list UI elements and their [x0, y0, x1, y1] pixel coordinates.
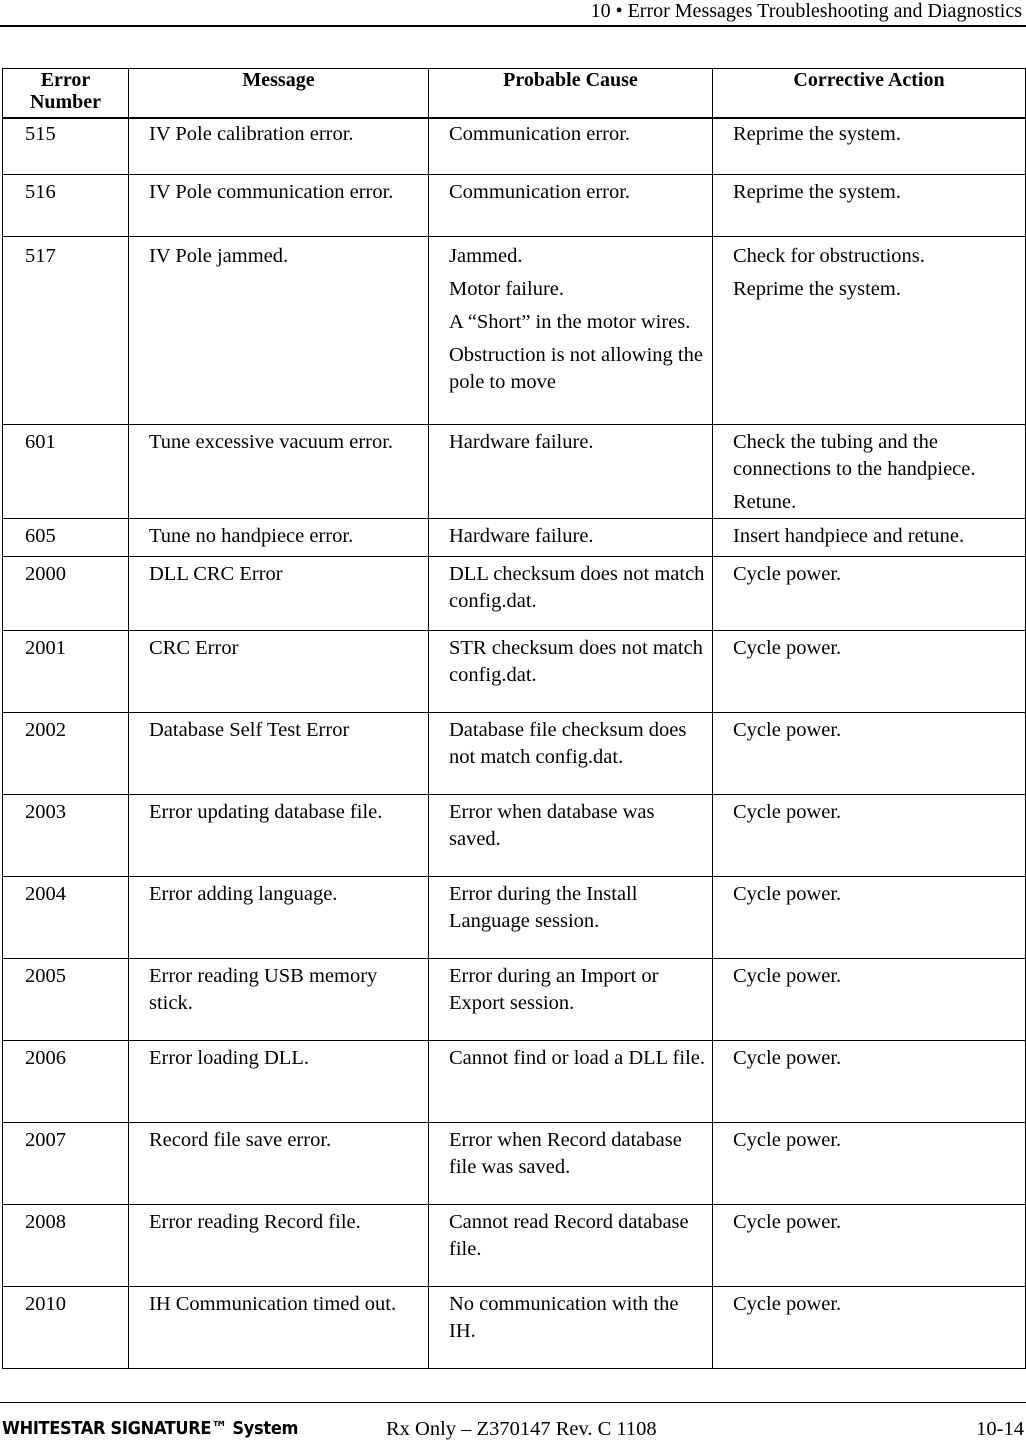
- table-header-row: [3, 69, 1026, 119]
- cell-error-number: 2003: [3, 794, 129, 876]
- cause-line: Hardware failure.: [449, 430, 594, 453]
- cell-message: IH Communication timed out.: [129, 1286, 429, 1368]
- cause-line: Obstruction is not allowing the pole to move: [449, 343, 703, 393]
- action-line: Cycle power.: [733, 1210, 842, 1233]
- cause-line: Cannot find or load a DLL file.: [449, 1046, 705, 1069]
- cause-line: Jammed.: [449, 244, 523, 267]
- table-row: [3, 236, 1026, 424]
- table-row: [3, 1122, 1026, 1204]
- action-line: Retune.: [733, 490, 797, 513]
- cause-line: A “Short” in the motor wires.: [449, 310, 691, 333]
- cell-message: Error updating database file.: [129, 794, 429, 876]
- cell-error-number: 516: [3, 174, 129, 236]
- cell-corrective-action: [713, 958, 1026, 1040]
- table-row: [3, 556, 1026, 630]
- cell-error-number: 601: [3, 424, 129, 518]
- footer-page-number: 10-14: [976, 1418, 1024, 1440]
- header-rule: [0, 25, 1026, 27]
- action-line: Cycle power.: [733, 882, 842, 905]
- table-row: [3, 1040, 1026, 1122]
- cell-corrective-action: [713, 118, 1026, 174]
- cell-corrective-action: [713, 518, 1026, 556]
- cell-error-number: 515: [3, 118, 129, 174]
- error-table: [2, 68, 1026, 1369]
- cause-line: Motor failure.: [449, 277, 564, 300]
- footer-rx: Rx Only – Z370147 Rev. C 1108: [386, 1418, 657, 1440]
- footer-rule: [0, 1402, 1026, 1403]
- cell-probable-cause: [429, 712, 713, 794]
- cell-probable-cause: [429, 876, 713, 958]
- cell-error-number: 2000: [3, 556, 129, 630]
- table-row: [3, 630, 1026, 712]
- table-row: [3, 1204, 1026, 1286]
- table-row: [3, 1286, 1026, 1368]
- cell-message: IV Pole calibration error.: [129, 118, 429, 174]
- cell-corrective-action: [713, 1122, 1026, 1204]
- cell-corrective-action: [713, 174, 1026, 236]
- cell-probable-cause: [429, 518, 713, 556]
- cause-line: Error when database was saved.: [449, 800, 655, 850]
- cell-probable-cause: [429, 174, 713, 236]
- action-line: Reprime the system.: [733, 180, 901, 203]
- cause-line: DLL checksum does not match config.dat.: [449, 562, 705, 612]
- cell-probable-cause: [429, 958, 713, 1040]
- cell-message: Error reading USB memory stick.: [129, 958, 429, 1040]
- action-line: Reprime the system.: [733, 123, 901, 145]
- cell-corrective-action: [713, 876, 1026, 958]
- cell-message: Database Self Test Error: [129, 712, 429, 794]
- table-row: [3, 174, 1026, 236]
- header-probable-cause: Probable Cause: [429, 69, 713, 119]
- table-row: [3, 794, 1026, 876]
- cell-message: Tune excessive vacuum error.: [129, 424, 429, 518]
- cell-probable-cause: [429, 1122, 713, 1204]
- header-message: Message: [129, 69, 429, 119]
- cell-error-number: 517: [3, 236, 129, 424]
- cause-line: Cannot read Record database file.: [449, 1210, 689, 1260]
- cell-corrective-action: [713, 1286, 1026, 1368]
- cause-line: Error during an Import or Export session.: [449, 964, 659, 1014]
- cell-error-number: 2001: [3, 630, 129, 712]
- action-line: Cycle power.: [733, 718, 842, 741]
- cause-line: Error when Record database file was saved.: [449, 1128, 682, 1178]
- cell-corrective-action: [713, 424, 1026, 518]
- cause-line: Database file checksum does not match config.dat.: [449, 718, 687, 768]
- cause-line: STR checksum does not match config.dat.: [449, 636, 703, 686]
- cell-message: Error adding language.: [129, 876, 429, 958]
- cause-line: Communication error.: [449, 180, 631, 203]
- cell-error-number: 2008: [3, 1204, 129, 1286]
- cell-corrective-action: [713, 1040, 1026, 1122]
- table-row: [3, 958, 1026, 1040]
- cell-message: Error reading Record file.: [129, 1204, 429, 1286]
- cell-message: IV Pole communication error.: [129, 174, 429, 236]
- cell-probable-cause: [429, 1204, 713, 1286]
- cell-corrective-action: [713, 1204, 1026, 1286]
- table-row: [3, 712, 1026, 794]
- action-line: Cycle power.: [733, 1046, 842, 1069]
- cell-corrective-action: [713, 712, 1026, 794]
- footer-product: WHITESTAR SIGNATURE™ System: [2, 1418, 299, 1439]
- action-line: Check the tubing and the connections to the handpiece.: [733, 430, 976, 480]
- table-row: [3, 518, 1026, 556]
- cell-error-number: 2007: [3, 1122, 129, 1204]
- header-corrective-action: Corrective Action: [713, 69, 1026, 119]
- action-line: Cycle power.: [733, 1128, 842, 1151]
- table-row: [3, 118, 1026, 174]
- cell-probable-cause: [429, 118, 713, 174]
- table-row: [3, 424, 1026, 518]
- action-line: Cycle power.: [733, 800, 842, 823]
- action-line: Reprime the system.: [733, 277, 901, 300]
- cause-line: Hardware failure.: [449, 524, 594, 547]
- cell-probable-cause: [429, 794, 713, 876]
- cell-message: Record file save error.: [129, 1122, 429, 1204]
- page-header-title: 10 • Error Messages Troubleshooting and Diagnostics: [590, 0, 1022, 22]
- cell-message: DLL CRC Error: [129, 556, 429, 630]
- cause-line: Error during the Install Language session.: [449, 882, 638, 932]
- cell-probable-cause: [429, 1040, 713, 1122]
- cell-message: Tune no handpiece error.: [129, 518, 429, 556]
- cell-corrective-action: [713, 236, 1026, 424]
- cell-error-number: 2005: [3, 958, 129, 1040]
- cell-message: IV Pole jammed.: [129, 236, 429, 424]
- cell-message: Error loading DLL.: [129, 1040, 429, 1122]
- cell-corrective-action: [713, 556, 1026, 630]
- cell-message: CRC Error: [129, 630, 429, 712]
- action-line: Insert handpiece and retune.: [733, 524, 965, 547]
- cell-probable-cause: [429, 236, 713, 424]
- action-line: Cycle power.: [733, 636, 842, 659]
- cause-line: No communication with the IH.: [449, 1292, 679, 1342]
- cell-probable-cause: [429, 556, 713, 630]
- table-row: [3, 876, 1026, 958]
- action-line: Cycle power.: [733, 562, 842, 585]
- cell-error-number: 2004: [3, 876, 129, 958]
- action-line: Cycle power.: [733, 1292, 842, 1315]
- header-error-number: Error Number: [3, 69, 129, 119]
- cell-error-number: 2006: [3, 1040, 129, 1122]
- action-line: Cycle power.: [733, 964, 842, 987]
- cell-probable-cause: [429, 1286, 713, 1368]
- cell-error-number: 605: [3, 518, 129, 556]
- cell-error-number: 2010: [3, 1286, 129, 1368]
- cell-probable-cause: [429, 424, 713, 518]
- cause-line: Communication error.: [449, 123, 631, 145]
- cell-error-number: 2002: [3, 712, 129, 794]
- cell-corrective-action: [713, 630, 1026, 712]
- cell-corrective-action: [713, 794, 1026, 876]
- action-line: Check for obstructions.: [733, 244, 925, 267]
- cell-probable-cause: [429, 630, 713, 712]
